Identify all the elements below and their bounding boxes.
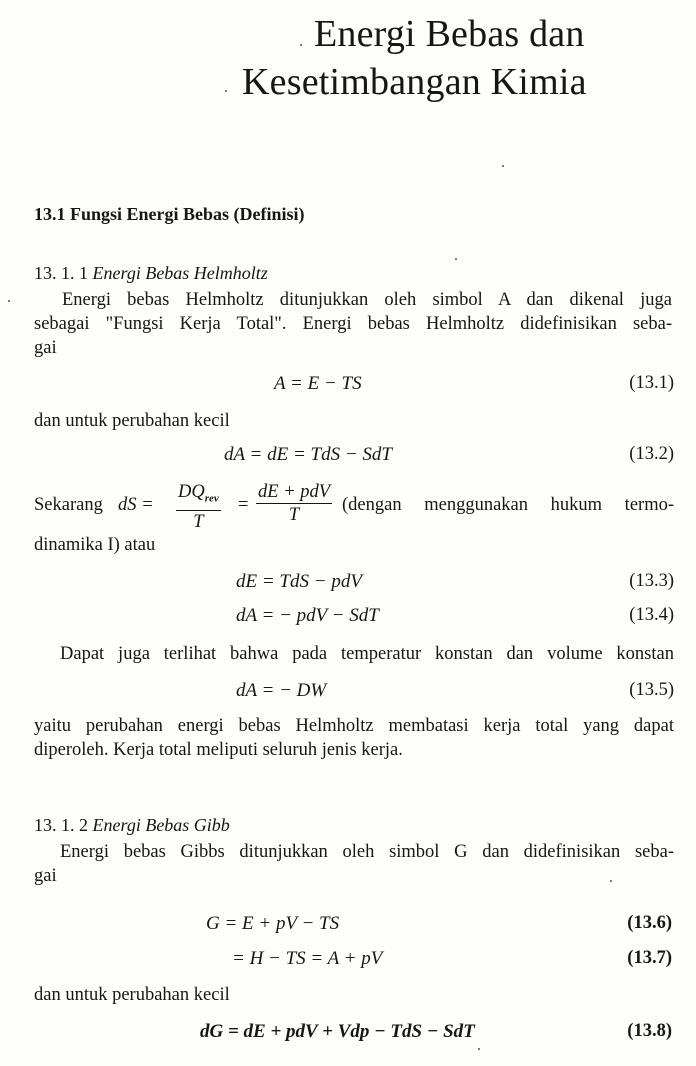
fraction-numerator: dE + pdV bbox=[258, 482, 331, 502]
equation-13-1: A = E − TS bbox=[274, 373, 362, 394]
rev-subscript: rev bbox=[204, 492, 219, 505]
chapter-title-line1: Energi Bebas dan bbox=[314, 13, 585, 55]
equation-13-2: dA = dE = TdS − SdT bbox=[224, 444, 392, 465]
paragraph-line: dan untuk perubahan kecil bbox=[34, 985, 230, 1005]
subsection-title: Energi Bebas Gibb bbox=[92, 815, 230, 835]
paragraph-line: Energi bebas Gibbs ditunjukkan oleh simbol G dan didefinisikan seba- bbox=[60, 842, 674, 862]
paragraph-line: diperoleh. Kerja total meliputi seluruh jenis kerja. bbox=[34, 740, 403, 760]
paragraph-line: Energi bebas Helmholtz ditunjukkan oleh simbol A dan dikenal juga bbox=[62, 290, 672, 310]
equation-13-5: dA = − DW bbox=[236, 680, 327, 701]
equation-number-13-2: (13.2) bbox=[629, 444, 674, 464]
subsection-number: 13. 1. 2 bbox=[34, 815, 88, 835]
subsection-number: 13. 1. 1 bbox=[34, 263, 88, 283]
fraction-denominator: T bbox=[288, 505, 300, 525]
subsection-heading-13-1-2 bbox=[34, 815, 230, 836]
subsection-heading-13-1-1 bbox=[34, 263, 268, 284]
fraction-dq-over-t bbox=[176, 481, 221, 533]
subsection-title: Energi Bebas Helmholtz bbox=[92, 263, 268, 283]
paragraph-line: gai bbox=[34, 338, 57, 358]
sekarang-lead: Sekarang bbox=[34, 495, 103, 515]
equation-number-13-8: (13.8) bbox=[627, 1021, 672, 1041]
equation-number-13-4: (13.4) bbox=[629, 605, 674, 625]
equation-number-13-3: (13.3) bbox=[629, 571, 674, 591]
section-heading-13-1: 13.1 Fungsi Energi Bebas (Definisi) bbox=[34, 204, 305, 224]
paragraph-line: gai bbox=[34, 866, 57, 886]
equation-number-13-6: (13.6) bbox=[627, 913, 672, 933]
equation-13-6: G = E + pV − TS bbox=[206, 913, 340, 934]
paragraph-line: yaitu perubahan energi bebas Helmholtz membatasi kerja total yang dapat bbox=[34, 716, 674, 736]
chapter-title-line2: Kesetimbangan Kimia bbox=[242, 61, 587, 103]
ds-term: dS = bbox=[118, 495, 154, 515]
paragraph-line: Dapat juga terlihat bahwa pada temperatur konstan dan volume konstan bbox=[60, 644, 674, 664]
equation-number-13-1: (13.1) bbox=[629, 373, 674, 393]
paragraph-line: sebagai "Fungsi Kerja Total". Energi bebas Helmholtz didefinisikan seba- bbox=[34, 314, 672, 334]
paragraph-line: dinamika I) atau bbox=[34, 535, 156, 555]
equation-13-7: = H − TS = A + pV bbox=[232, 948, 383, 969]
fraction-numerator: $DQ_{rev}$ bbox=[176, 481, 221, 511]
sekarang-line bbox=[34, 481, 674, 531]
equation-13-4: dA = − pdV − SdT bbox=[236, 605, 379, 626]
equation-number-13-7: (13.7) bbox=[627, 948, 672, 968]
equation-13-8: dG = dE + pdV + Vdp − TdS − SdT bbox=[200, 1021, 475, 1042]
sekarang-tail: (dengan menggunakan hukum termo- bbox=[342, 495, 674, 515]
equation-number-13-5: (13.5) bbox=[629, 680, 674, 700]
equals-sign: = bbox=[238, 495, 249, 515]
paragraph-line: dan untuk perubahan kecil bbox=[34, 411, 230, 431]
fraction-de-pdv-over-t bbox=[256, 481, 332, 526]
equation-13-3: dE = TdS − pdV bbox=[236, 571, 362, 592]
fraction-denominator: T bbox=[193, 511, 204, 532]
